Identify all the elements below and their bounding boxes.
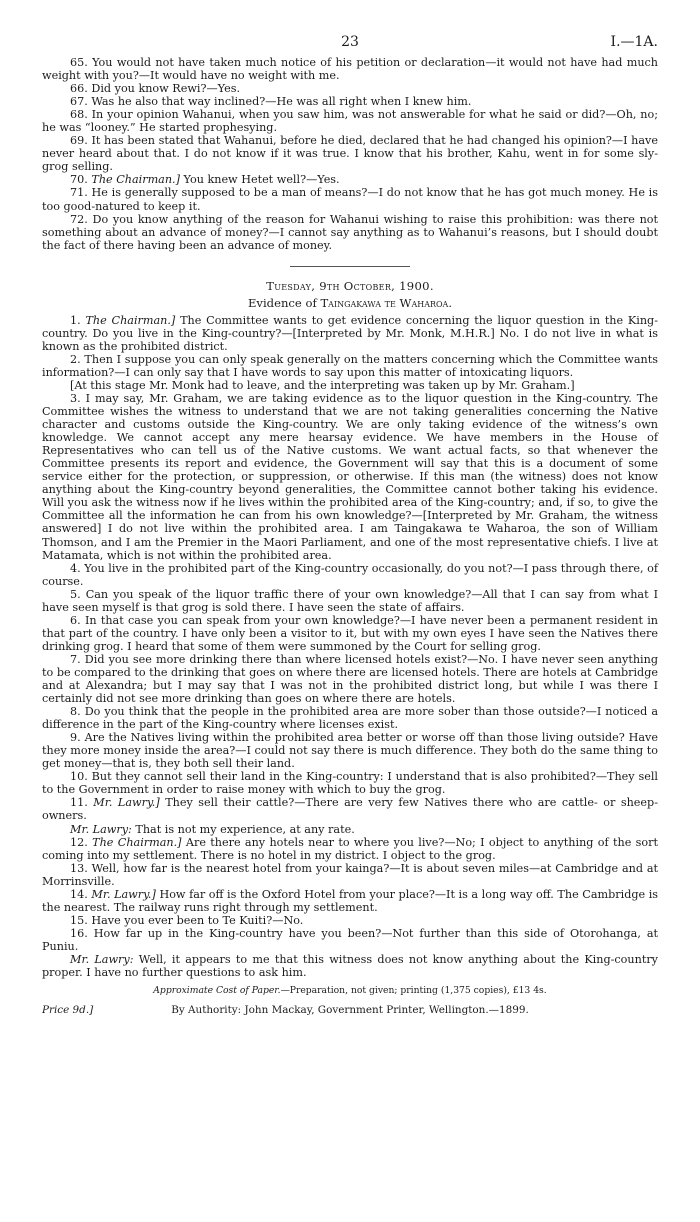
question-number: 65. (70, 56, 88, 69)
testimony-paragraph (42, 95, 658, 108)
question-number: 12. (70, 835, 88, 849)
testimony-paragraph (42, 108, 658, 134)
paragraph-text: Have you ever been to Te Kuiti?—No. (91, 913, 304, 927)
question-number: 13. (70, 861, 88, 875)
section-divider (290, 266, 410, 267)
testimony-paragraph (42, 731, 658, 770)
paragraph-text: You knew Hetet well?—Yes. (183, 173, 340, 187)
paragraph-text: Did you see more drinking there than where licensed hotels exist?—No. I have never seen anything to be compared to the drinking that goes on where there are licensed hotels. There are hotels at Cambridge and at Alexandra; but I may say that I was not in the prohibited district long, but while I was there I certainly did not see more drinking than goes on where there are hotels. (42, 652, 658, 706)
testimony-paragraph (42, 653, 658, 705)
testimony-paragraph (42, 614, 658, 653)
question-number: 71. (70, 186, 88, 200)
paragraph-text: It has been stated that Wahanui, before he died, declared that he had changed his opinion?—I have never heard about that. I do not know if it was true. I know that his brother, Kahu, went in for some sly-grog selling. (42, 134, 659, 174)
paragraph-text: But they cannot sell their land in the King-country: I understand that is also prohibited?—They sell to the Government in order to raise money with which to buy the grog. (42, 770, 658, 797)
testimony-paragraph (42, 379, 658, 392)
paragraph-text: You would not have taken much notice of his petition or declaration—it would not have had much weight with you?—It would have no weight with me. (42, 56, 658, 83)
speaker-name: Mr. Lawry: (70, 822, 132, 836)
paragraph-text: Do you know anything of the reason for Wahanui wishing to raise this prohibition: was there not something about an advance of money?—I cannot say anything as to Wahanui’s reasons, but I should doubt the fact of there having been an advance of money. (42, 212, 658, 252)
page-number: 23 (341, 34, 359, 50)
question-number: 10. (70, 770, 88, 784)
cost-label: Approximate Cost of Paper. (153, 985, 281, 997)
question-number: 14. (70, 887, 88, 901)
page-footer (42, 1004, 658, 1022)
page-reference: I.—1A. (610, 34, 658, 50)
question-number: 11. (70, 796, 88, 810)
question-number: 69. (70, 134, 88, 148)
testimony-paragraph (42, 588, 658, 614)
question-number: 72. (70, 212, 88, 226)
question-number: 70. (70, 173, 88, 187)
paragraph-text: Well, how far is the nearest hotel from your kainga?—It is about seven miles—at Cambridge and at Morrinsville. (42, 861, 658, 888)
testimony-paragraph (42, 213, 658, 252)
cost-of-paper (42, 985, 658, 996)
speaker-name: The Chairman.] (91, 173, 180, 187)
question-number: 9. (70, 731, 81, 745)
paragraph-text: He is generally supposed to be a man of means?—I do not know that he has got much money. He is too good-natured to keep it. (42, 186, 658, 213)
session-date: Tuesday, 9th October, 1900. (266, 278, 434, 293)
speaker-name: Mr. Lawry.] (93, 796, 160, 810)
testimony-paragraph (42, 392, 658, 562)
testimony-paragraph (42, 173, 658, 186)
testimony-paragraph (42, 953, 658, 979)
testimony-paragraph (42, 56, 658, 82)
paragraph-text: Can you speak of the liquor traffic there of your own knowledge?—All that I can say from what I have seen myself is that grog is sold there. I have seen the state of affairs. (42, 587, 658, 614)
testimony-paragraph (42, 186, 658, 212)
question-number: 67. (70, 95, 88, 109)
question-number: 3. (70, 391, 81, 405)
document-page (42, 30, 658, 1022)
speaker-name: Mr. Lawry.] (91, 887, 156, 901)
testimony-paragraph (42, 134, 658, 173)
testimony-part2 (42, 314, 658, 979)
testimony-paragraph (42, 888, 658, 914)
question-number: 2. (70, 352, 81, 366)
paragraph-text: That is not my experience, at any rate. (135, 822, 355, 836)
evidence-prefix: Evidence of (247, 295, 317, 310)
speaker-name: Mr. Lawry: (70, 953, 134, 966)
question-number: 1. (70, 313, 81, 327)
cost-text: —Preparation, not given; printing (1,375 copies), £13 4s. (280, 985, 547, 997)
question-number: 68. (70, 108, 88, 122)
price: Price 9d.] (42, 1004, 94, 1017)
paragraph-text: Do you think that the people in the prohibited area are more sober than those outside?—I noticed a difference in the part of the King-country where licenses exist. (42, 705, 658, 732)
paragraph-text: Well, it appears to me that this witness does not know anything about the King-country proper. I have no further questions to ask him. (42, 953, 658, 980)
testimony-paragraph (42, 562, 658, 588)
testimony-paragraph (42, 770, 658, 796)
paragraph-text: Are the Natives living within the prohibited area better or worse off than those living outside? Have they more money inside the area?—I could not say there is much difference. They both do the same thing to get money—that is, they both sell their land. (42, 731, 658, 771)
testimony-paragraph (42, 862, 658, 888)
paragraph-text: How far up in the King-country have you been?—Not further than this side of Otorohanga, at Puniu. (42, 926, 658, 953)
testimony-paragraph (42, 796, 658, 822)
testimony-paragraph (42, 927, 658, 953)
question-number: 5. (70, 587, 81, 601)
paragraph-text: You live in the prohibited part of the King-country occasionally, do you not?—I pass through there, of course. (42, 561, 658, 588)
testimony-paragraph (42, 314, 658, 353)
paragraph-text: In your opinion Wahanui, when you saw him, was not answerable for what he said or did?—Oh, no; he was “looney.” He started prophesying. (42, 108, 658, 135)
testimony-paragraph (42, 82, 658, 95)
paragraph-text: I may say, Mr. Graham, we are taking evidence as to the liquor question in the King-country. The Committee wishes the witness to understand that we are not taking generalities concerning the Native character and customs outside the King-country. We are only taking evidence of the witness’s own knowledge. We cannot accept any mere hearsay evidence. We have members in the House of Representatives who can tell us of the Native customs. We want actual facts, so that whenever the Committee presents its report and evidence, the Government will say that this is a document of some service either for the protection, or suppression, or otherwise. If this man (the witness) does not know anything about the King-country beyond generalities, the Committee cannot bother taking his evidence. Will you ask the witness now if he lives within the prohibited area of the King-country; and, if so, to give the Committee all the information he can from his own knowledge?—[Interpreted by Mr. Graham, the witness answered] I do not live within the prohibited area. I am Taingakawa te Waharoa, the son of William Thomson, and I am the Premier in the Maori Parliament, and one of the most representative chiefs. I live at Matamata, which is not within the prohibited area. (42, 391, 658, 562)
page-header (42, 30, 658, 56)
testimony-paragraph (42, 823, 658, 836)
paragraph-text: Did you know Rewi?—Yes. (91, 82, 241, 96)
evidence-heading (42, 296, 658, 310)
testimony-paragraph (42, 836, 658, 862)
paragraph-text: Then I suppose you can only speak generally on the matters concerning which the Committee wants information?—I can only say that I have words to say upon this matter of intoxicating liquors. (42, 352, 658, 379)
printer-imprint: By Authority: John Mackay, Government Printer, Wellington.—1899. (171, 1004, 529, 1017)
paragraph-text: In that case you can speak from your own knowledge?—I have never been a permanent resident in that part of the country. I have only been a visitor to it, but with my own eyes I have seen the Natives there drinking grog. I heard that some of them were summoned by the Court for selling grog. (42, 613, 658, 653)
speaker-name: The Chairman.] (92, 835, 182, 849)
question-number: 66. (70, 82, 88, 96)
witness-name: Taingakawa te Waharoa. (320, 295, 453, 310)
paragraph-text: Are there any hotels near to where you live?—No; I object to anything of the sort coming into my settlement. There is no hotel in my district. I object to the grog. (42, 835, 658, 862)
question-number: 7. (70, 652, 81, 666)
speaker-name: The Chairman.] (85, 313, 176, 327)
testimony-paragraph (42, 705, 658, 731)
question-number: 6. (70, 613, 81, 627)
paragraph-text: How far off is the Oxford Hotel from your place?—It is a long way off. The Cambridge is the nearest. The railway runs right through my settlement. (42, 887, 659, 914)
question-number: 4. (70, 561, 81, 575)
question-number: 15. (70, 913, 88, 927)
paragraph-text: They sell their cattle?—There are very few Natives there who are cattle- or sheep-owners. (42, 796, 658, 823)
paragraph-text: [At this stage Mr. Monk had to leave, and the interpreting was taken up by Mr. Graham.] (70, 378, 575, 392)
paragraph-text: The Committee wants to get evidence concerning the liquor question in the King-country. Do you live in the King-country?—[Interpreted by Mr. Monk, M.H.R.] No. I do not live in what is known as the prohibited district. (42, 313, 658, 353)
question-number: 16. (70, 926, 88, 940)
paragraph-text: Was he also that way inclined?—He was all right when I knew him. (91, 95, 472, 109)
testimony-paragraph (42, 914, 658, 927)
question-number: 8. (70, 705, 81, 719)
testimony-part1 (42, 56, 658, 252)
testimony-paragraph (42, 353, 658, 379)
